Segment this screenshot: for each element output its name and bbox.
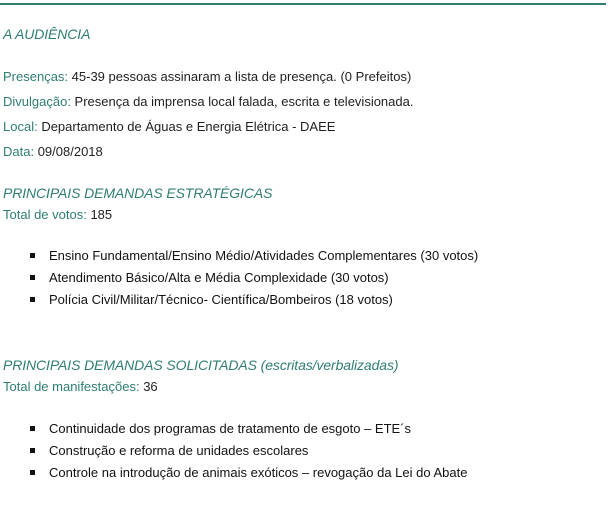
- date-field: [3, 144, 103, 159]
- bullet-icon: [30, 470, 35, 475]
- list-item-text: Continuidade dos programas de tratamento de esgoto – ETE´s: [49, 421, 412, 436]
- list-item-text: Controle na introdução de animais exóticos – revogação da Lei do Abate: [49, 465, 468, 480]
- top-divider: [0, 3, 606, 5]
- attendance-field: [3, 69, 411, 84]
- total-manifestations-value: 36: [139, 379, 158, 394]
- requested-demands-heading: PRINCIPAIS DEMANDAS SOLICITADAS (escritas/verbalizadas): [3, 357, 399, 373]
- location-label: Local:: [3, 119, 38, 134]
- list-item: [30, 245, 478, 267]
- list-item-text: Polícia Civil/Militar/Técnico- Científica/Bombeiros (18 votos): [49, 292, 393, 307]
- attendance-label: Presenças:: [3, 69, 69, 84]
- list-item-text: Construção e reforma de unidades escolares: [49, 443, 309, 458]
- list-item: [30, 289, 478, 311]
- audience-heading: A AUDIÊNCIA: [3, 26, 91, 42]
- location-field: [3, 119, 335, 134]
- publicity-value: Presença da imprensa local falada, escrita e televisionada.: [70, 94, 414, 109]
- total-votes-label: Total de votos:: [3, 207, 87, 222]
- total-votes-field: [3, 207, 112, 222]
- bullet-icon: [30, 275, 35, 280]
- total-manifestations-label: Total de manifestações:: [3, 379, 140, 394]
- requested-demands-list: [30, 418, 467, 484]
- bullet-icon: [30, 426, 35, 431]
- list-item: [30, 267, 478, 289]
- list-item: [30, 418, 467, 440]
- total-votes-value: 185: [86, 207, 113, 222]
- attendance-value: 45-39 pessoas assinaram a lista de presença. (0 Prefeitos): [68, 69, 412, 84]
- list-item-text: Atendimento Básico/Alta e Média Complexidade (30 votos): [49, 270, 389, 285]
- date-label: Data:: [3, 144, 35, 159]
- total-manifestations-field: [3, 379, 158, 394]
- date-value: 09/08/2018: [34, 144, 103, 159]
- bullet-icon: [30, 448, 35, 453]
- list-item: [30, 440, 467, 462]
- bullet-icon: [30, 253, 35, 258]
- list-item: [30, 462, 467, 484]
- publicity-label: Divulgação:: [3, 94, 71, 109]
- bullet-icon: [30, 297, 35, 302]
- strategic-demands-heading: PRINCIPAIS DEMANDAS ESTRATÉGICAS: [3, 185, 273, 201]
- publicity-field: [3, 94, 413, 109]
- strategic-demands-list: [30, 245, 478, 311]
- list-item-text: Ensino Fundamental/Ensino Médio/Atividades Complementares (30 votos): [49, 248, 479, 263]
- location-value: Departamento de Águas e Energia Elétrica - DAEE: [37, 119, 336, 134]
